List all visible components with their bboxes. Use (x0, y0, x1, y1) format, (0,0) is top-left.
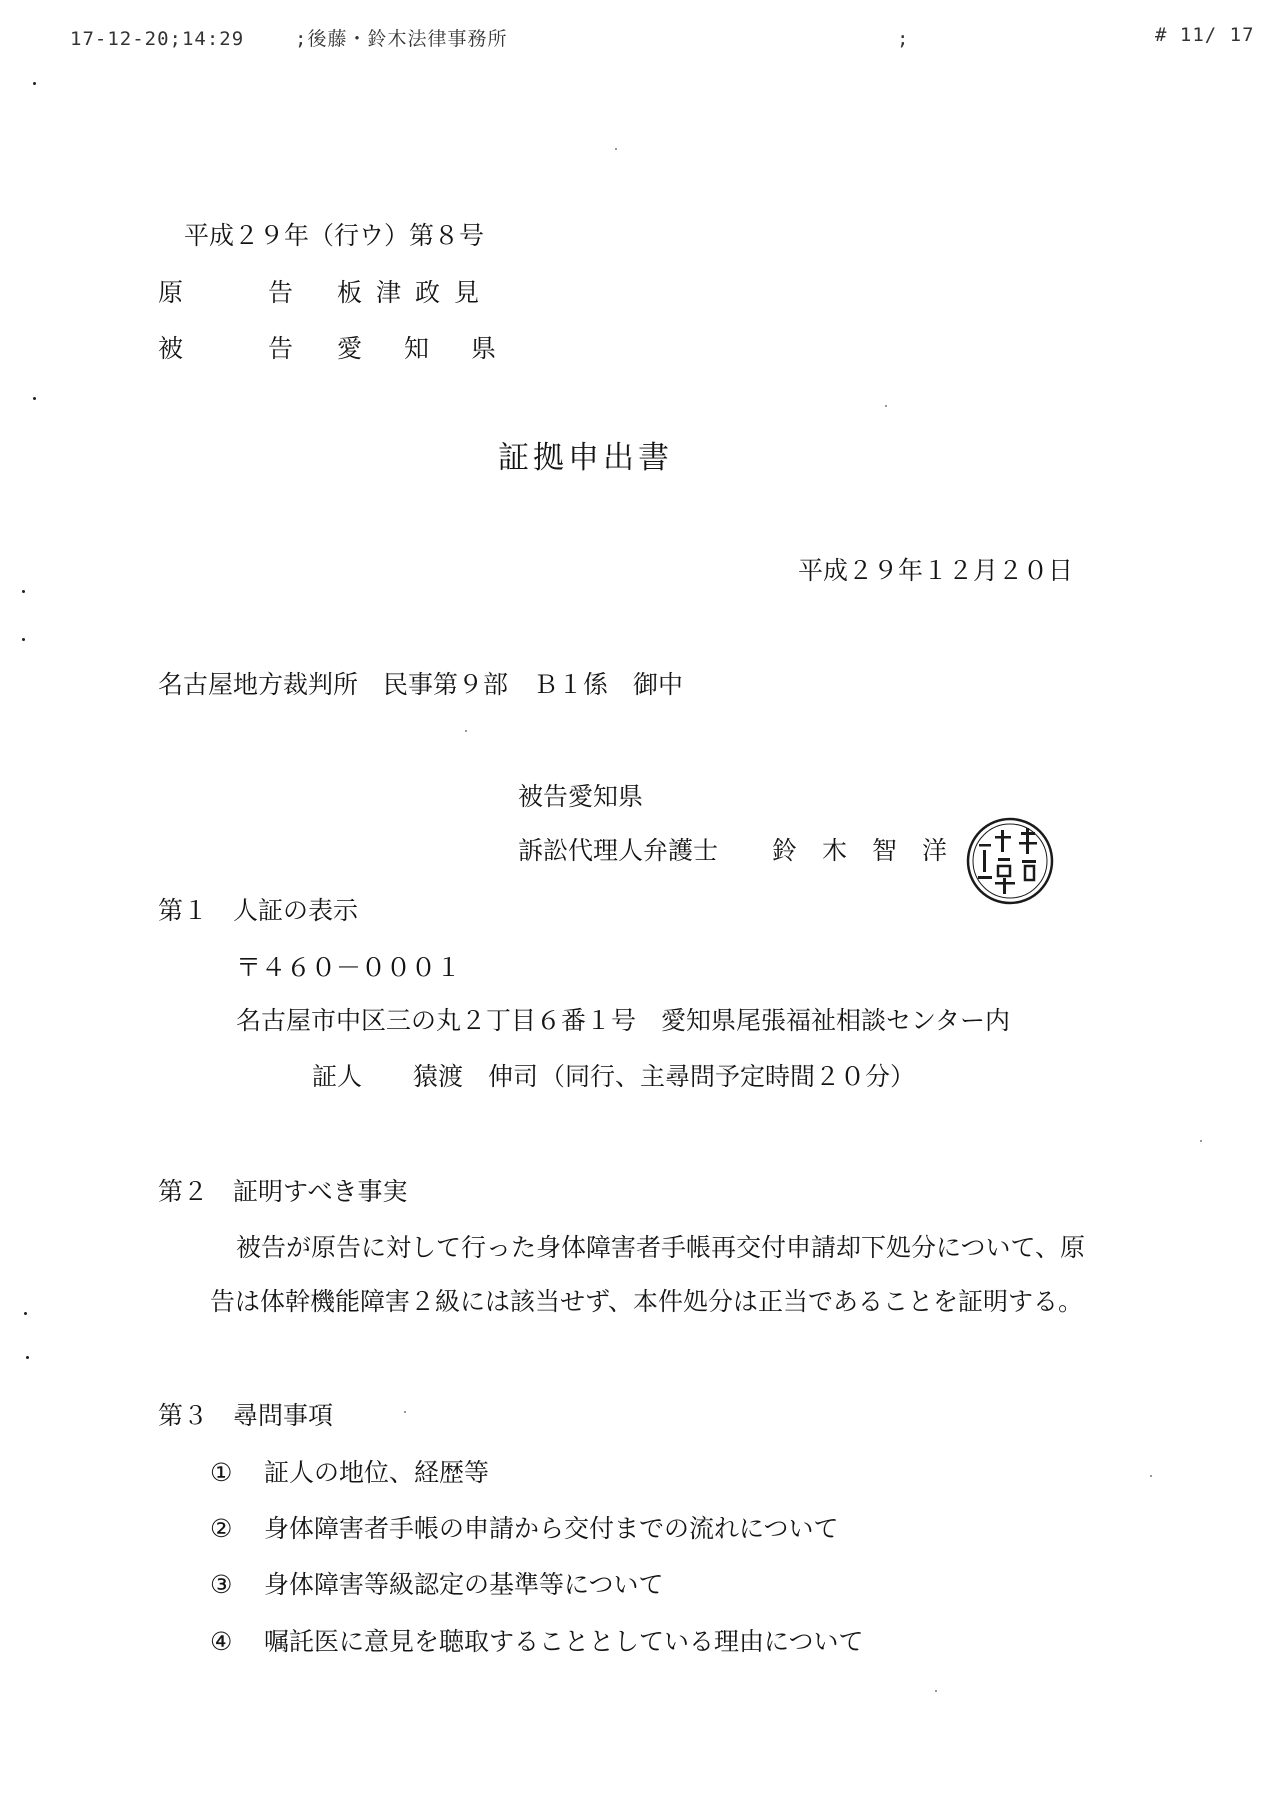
item-marker: ② (210, 1514, 233, 1543)
case-number: 平成２９年（行ウ）第８号 (184, 221, 485, 250)
fax-timestamp: 17-12-20;14:29 (70, 28, 245, 50)
defendant-label: 被 告 (158, 334, 324, 363)
document-title: 証拠申出書 (498, 440, 673, 476)
section-1-heading: 第１ 人証の表示 (158, 896, 359, 925)
fax-separator: ; (897, 28, 910, 50)
item-marker: ④ (210, 1627, 233, 1656)
item-text: 身体障害等級認定の基準等について (264, 1570, 664, 1599)
scan-speck (33, 82, 36, 85)
seal-graphic (965, 816, 1055, 906)
attorney-seal (965, 816, 1055, 906)
item-marker: ① (210, 1458, 233, 1487)
scan-speck (885, 405, 887, 407)
submitter-name: 鈴 木 智 洋 (772, 836, 948, 865)
document-date: 平成２９年１２月２０日 (798, 556, 1074, 585)
scan-speck (22, 590, 25, 593)
addressee: 名古屋地方裁判所 民事第９部 Ｂ１係 御中 (158, 670, 684, 699)
fact-line-1: 被告が原告に対して行った身体障害者手帳再交付申請却下処分について、原 (236, 1233, 1086, 1262)
item-text: 嘱託医に意見を聴取することとしている理由について (264, 1627, 864, 1656)
fax-sender: ;後藤・鈴木法律事務所 (295, 28, 508, 50)
fact-line-2: 告は体幹機能障害２級には該当せず、本件処分は正当であることを証明する。 (210, 1287, 1084, 1316)
scan-speck (22, 638, 25, 641)
scan-speck (615, 148, 617, 150)
section-3-heading: 第３ 尋問事項 (158, 1401, 334, 1430)
plaintiff-label: 原 告 (158, 278, 324, 307)
scan-speck (24, 1312, 27, 1315)
scan-speck (935, 1690, 937, 1692)
scan-speck (1200, 1140, 1202, 1142)
item-text: 証人の地位、経歴等 (264, 1458, 490, 1487)
submitter-role: 訴訟代理人弁護士 (518, 836, 719, 865)
section-2-heading: 第２ 証明すべき事実 (158, 1177, 408, 1206)
witness-address: 名古屋市中区三の丸２丁目６番１号 愛知県尾張福祉相談センター内 (236, 1006, 1011, 1035)
scan-speck (26, 1356, 29, 1359)
scan-speck (465, 730, 467, 732)
plaintiff-name: 板津政見 (337, 278, 494, 307)
witness-note: （同行、主尋問予定時間２０分） (540, 1062, 916, 1091)
scan-speck (404, 1411, 406, 1413)
item-text: 身体障害者手帳の申請から交付までの流れについて (264, 1514, 839, 1543)
scan-speck (33, 397, 36, 400)
defendant-name: 愛知県 (337, 334, 539, 363)
witness-postal-code: 〒４６０－０００１ (236, 953, 462, 982)
witness-label: 証人 (312, 1062, 363, 1091)
witness-name: 猿渡 伸司 (413, 1062, 539, 1091)
submitter-party: 被告愛知県 (518, 782, 644, 811)
scan-speck (1150, 1475, 1152, 1477)
item-marker: ③ (210, 1570, 233, 1599)
fax-page-number: # 11/ 17 (1155, 24, 1255, 46)
